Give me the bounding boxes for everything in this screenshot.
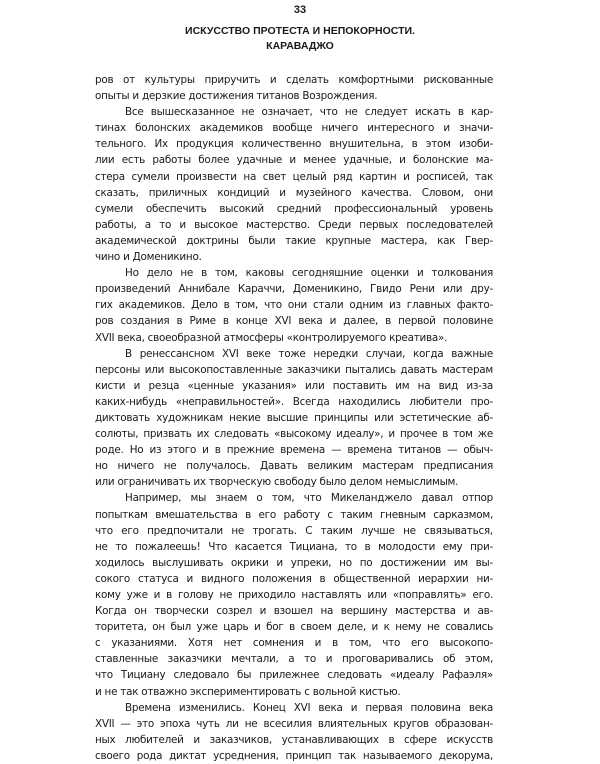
- text-line: чино и Доменикино.: [95, 251, 202, 264]
- text-line: сокого статуса и видного положения в общественной иерархии ни-: [95, 572, 493, 585]
- text-line: ров создания в Риме в конце XVI века и далее, в первой половине: [95, 315, 493, 328]
- text-line: лии есть работы более удачные и менее удачные, и болонские ма-: [95, 154, 493, 167]
- text-line: XVII века, своеобразной атмосферы «контролируемого креатива».: [95, 331, 448, 344]
- text-line: ставленные заказчики мечтали, а то и проговаривались об этом,: [95, 653, 493, 666]
- text-line: гих академиков. Дело в том, что они стали одним из главных факто-: [95, 299, 493, 312]
- text-line: и не так отважно экспериментировать с вольной кистью.: [95, 685, 401, 698]
- text-line: не то пожалеешь! Что касается Тициана, то в молодости ему при-: [95, 540, 493, 553]
- body-text: [95, 72, 493, 764]
- text-line: стера сумели произвести на свет целый ряд картин и росписей, так: [95, 170, 493, 183]
- text-line: торитета, он был уже царь и бог в своем деле, и к нему не совались: [95, 621, 493, 634]
- text-line: кисти и резца «ценные указания» или поставить им на вид из-за: [95, 379, 493, 392]
- text-line: каких-нибудь «неправильностей». Всегда находились любители про-: [95, 395, 493, 408]
- text-line: ров от культуры приручить и сделать комфортными рискованные: [95, 74, 493, 86]
- text-line: работы, а то и высокое мастерство. Среди первых последователей: [95, 218, 493, 231]
- text-line: В ренессансном XVI веке тоже нередки случаи, когда важные: [125, 347, 493, 360]
- text-line: академической доктрины были такие крупные мастера, как Гвер-: [95, 234, 493, 247]
- text-line: Все вышесказанное не означает, что не следует искать в кар-: [125, 106, 493, 119]
- text-line: опыты и дерзкие достижения титанов Возрождения.: [95, 90, 378, 103]
- running-head-line-2: КАРАВАДЖО: [266, 40, 334, 52]
- text-line: тинах болонских академиков вообще ничего интересного и значи-: [95, 122, 493, 135]
- text-line: произведений Аннибале Караччи, Доменикино, Гвидо Рени или дру-: [95, 283, 493, 296]
- text-line: сказать, приличных кондиций и музейного качества. Словом, они: [95, 186, 493, 199]
- text-line: Когда он творчески созрел и взошел на вершину мастерства и ав-: [95, 605, 493, 618]
- text-line: диктовать художникам некие высшие принципы или эстетические аб-: [95, 411, 493, 424]
- text-line: Например, мы знаем о том, что Микеланджело давал отпор: [125, 492, 493, 505]
- running-head-line-1: ИСКУССТВО ПРОТЕСТА И НЕПОКОРНОСТИ.: [185, 25, 415, 37]
- text-line: роде. Но из этого и в прежние времена — времена титанов — обыч-: [95, 444, 493, 457]
- running-head: [150, 24, 450, 54]
- text-line: кому уже и в голову не приходило наставлять или «поправлять» его.: [95, 589, 493, 601]
- text-line: солюты, призвать их следовать «высокому идеалу», и прочее в том же: [95, 428, 493, 441]
- text-line: что Тициану следовало бы прилежнее следовать «идеалу Рафаэля»: [95, 669, 493, 682]
- text-line: ходилось выслушивать окрики и упреки, но по достижении им вы-: [95, 556, 493, 569]
- text-line: персоны или высокопоставленные заказчики пытались давать мастерам: [95, 363, 493, 376]
- text-line: XVII — это эпоха чуть ли не всесилия влиятельных кругов образован-: [95, 717, 493, 730]
- text-line: что его предпочитали не трогать. С таким лучше не связываться,: [95, 524, 493, 537]
- text-line: сумели обеспечить высокий средний профессиональный уровень: [95, 202, 493, 215]
- text-line: или ограничивать их творческую свободу было делом немыслимым.: [95, 476, 459, 489]
- text-line: тельного. Их продукция количественно внушительна, в этом изоби-: [95, 138, 493, 151]
- text-line: ных любителей и заказчиков, устанавливающих в сфере искусств: [95, 733, 493, 746]
- text-line: попыткам вмешательства в его работу с таким гневным сарказмом,: [95, 508, 493, 521]
- text-line: Но дело не в том, каковы сегодняшние оценки и толкования: [125, 267, 493, 280]
- text-line: Времена изменились. Конец XVI века и первая половина века: [125, 701, 493, 714]
- text-line: с указаниями. Хотя нет сомнения и в том, что его высокопо-: [95, 637, 493, 650]
- text-line: своего рода диктат усреднения, принцип так называемого декорума,: [95, 749, 493, 762]
- text-line: но ничего не получалось. Давать великим мастерам предписания: [95, 460, 493, 473]
- page-number: 33: [293, 4, 307, 16]
